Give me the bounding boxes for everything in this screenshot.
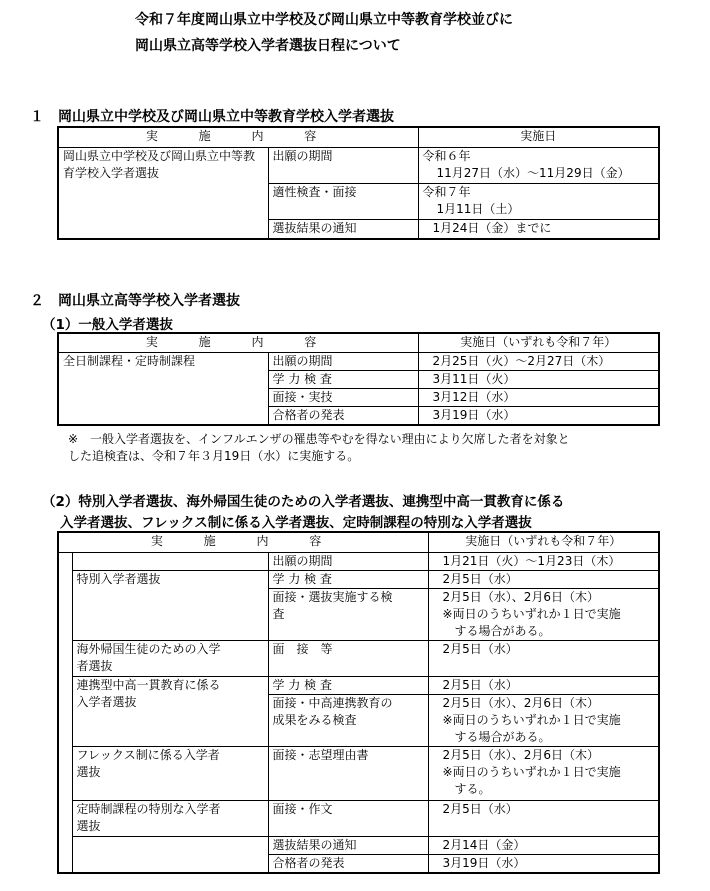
overseas-name: 海外帰国生徒のための入学 者選抜 [72, 640, 268, 676]
header-content: 実 施 内 容 [58, 127, 418, 147]
s1-item-result: 選抜結果の通知 [268, 219, 418, 239]
sub1-note-line2: した追検査は、令和７年３月19日（水）に実施する。 [68, 449, 360, 463]
s1-item-exam: 適性検査・面接 [268, 183, 418, 219]
sub2-header-content: 実 施 内 容 [58, 532, 428, 552]
header-date: 実施日 [418, 127, 659, 147]
special-interview-item: 面接・選抜実施する検 査 [268, 588, 428, 640]
announce-date: 3月19日（水） [428, 854, 659, 873]
s1-date-exam: 令和７年 1月11日（土） [418, 183, 659, 219]
sub1-header-content: 実 施 内 容 [58, 333, 418, 352]
sub2-heading-line1: （2）特別入学者選抜、海外帰国生徒のための入学者選抜、連携型中高一貫教育に係る [42, 494, 565, 510]
linked-exam-item: 学 力 検 査 [268, 676, 428, 694]
linked-name: 連携型中高一貫教育に係る 入学者選抜 [72, 676, 268, 746]
page-title-line2: 岡山県立高等学校入学者選抜日程について [135, 38, 401, 54]
sub2-header-date: 実施日（いずれも令和７年） [428, 532, 659, 552]
sub1-table [57, 332, 660, 426]
flex-item: 面接・志望理由書 [268, 746, 428, 800]
sub1-item-exam: 学 力 検 査 [268, 370, 418, 388]
linked-interview-item: 面接・中高連携教育の 成果をみる検査 [268, 694, 428, 746]
sub1-heading: （1）一般入学者選抜 [42, 317, 173, 333]
linked-interview-date: 2月5日（水）、2月6日（木） ※両日のうちいずれか１日で実施 する場合がある。 [428, 694, 659, 746]
special-interview-date: 2月5日（水）、2月6日（木） ※両日のうちいずれか１日で実施 する場合がある。 [428, 588, 659, 640]
evening-item: 面接・作文 [268, 800, 428, 836]
sub1-date-interview: 3月12日（水） [418, 388, 659, 406]
special-exam-item: 学 力 検 査 [268, 570, 428, 588]
sub2-table [57, 531, 660, 874]
result-date: 2月14日（金） [428, 836, 659, 854]
s1-item-apply: 出願の期間 [268, 147, 418, 183]
linked-exam-date: 2月5日（水） [428, 676, 659, 694]
evening-name: 定時制課程の特別な入学者 選抜 [72, 800, 268, 836]
special-exam-date: 2月5日（水） [428, 570, 659, 588]
sub1-date-exam: 3月11日（火） [418, 370, 659, 388]
flex-name: フレックス制に係る入学者 選抜 [72, 746, 268, 800]
overseas-date: 2月5日（水） [428, 640, 659, 676]
s1-date-apply: 令和６年 11月27日（水）～11月29日（金） [418, 147, 659, 183]
overseas-item: 面 接 等 [268, 640, 428, 676]
sub1-item-announce: 合格者の発表 [268, 406, 418, 425]
sub1-date-apply: 2月25日（火）～2月27日（木） [418, 352, 659, 370]
page-title-line1: 令和７年度岡山県立中学校及び岡山県立中等教育学校並びに [135, 12, 513, 28]
section1-heading: １ 岡山県立中学校及び岡山県立中等教育学校入学者選抜 [30, 109, 394, 125]
sub1-item-interview: 面接・実技 [268, 388, 418, 406]
sub1-note-line1: ※ 一般入学者選抜を、インフルエンザの罹患等やむを得ない理由により欠席した者を対象と [68, 432, 570, 446]
sub1-date-announce: 3月19日（水） [418, 406, 659, 425]
section1-table [57, 126, 660, 240]
announce-item: 合格者の発表 [268, 854, 428, 873]
section2-heading: ２ 岡山県立高等学校入学者選抜 [30, 293, 240, 309]
sub2-date-apply: 1月21日（火）～1月23日（木） [428, 552, 659, 570]
sub1-item-apply: 出願の期間 [268, 352, 418, 370]
special-name: 特別入学者選抜 [72, 570, 268, 640]
sub2-item-apply: 出願の期間 [268, 552, 428, 570]
sub1-header-date: 実施日（いずれも令和７年） [418, 333, 659, 352]
result-item: 選抜結果の通知 [268, 836, 428, 854]
s1-date-result: 1月24日（金）までに [418, 219, 659, 239]
sub1-category: 全日制課程・定時制課程 [58, 352, 268, 425]
section1-category: 岡山県立中学校及び岡山県立中等教育学校入学者選抜 [58, 147, 268, 239]
evening-date: 2月5日（水） [428, 800, 659, 836]
flex-date: 2月5日（水）、2月6日（木） ※両日のうちいずれか１日で実施 する。 [428, 746, 659, 800]
sub2-heading-line2: 入学者選抜、フレックス制に係る入学者選抜、定時制課程の特別な入学者選抜 [60, 515, 532, 531]
